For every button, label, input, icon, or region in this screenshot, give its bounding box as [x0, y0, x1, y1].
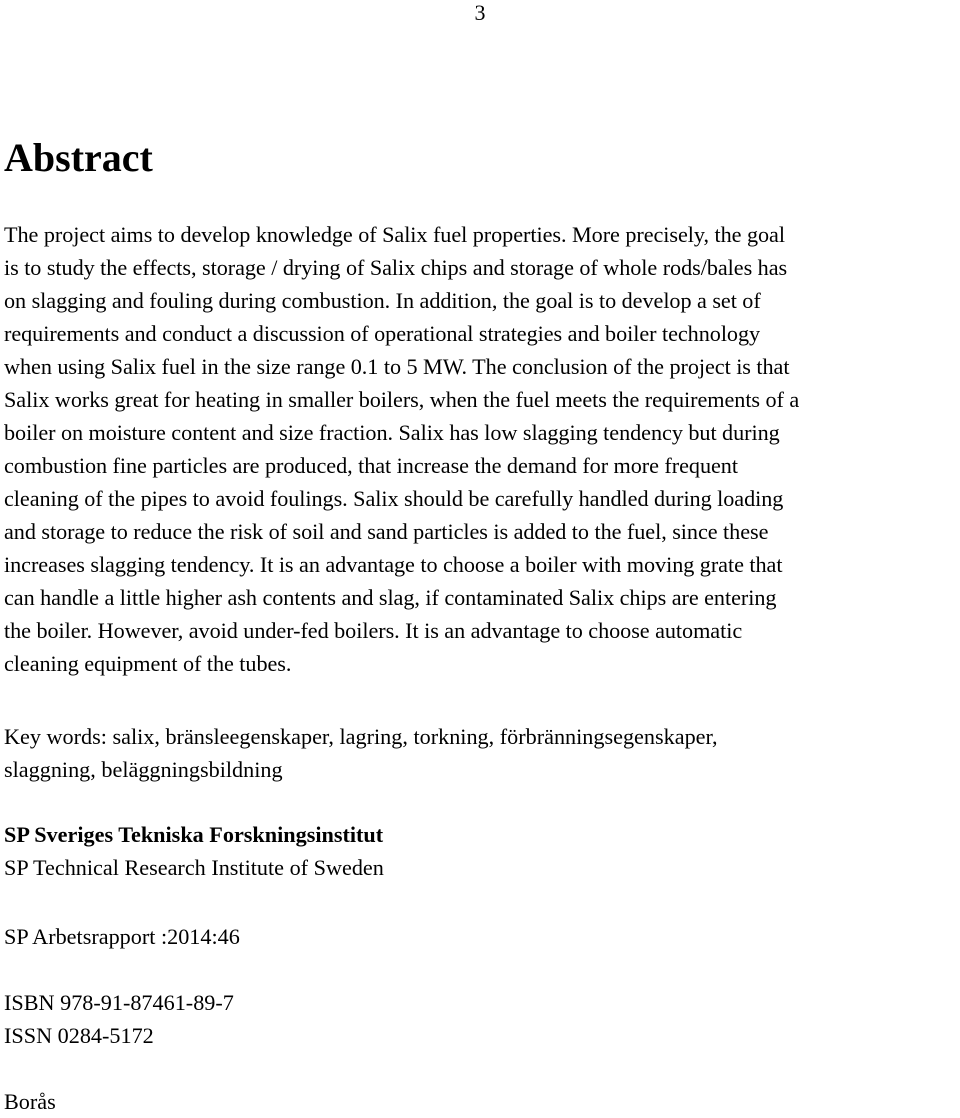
abstract-line: boiler on moisture content and size fraction. Salix has low slagging tendency but during	[4, 420, 780, 445]
abstract-line: can handle a little higher ash contents and slag, if contaminated Salix chips are entering	[4, 585, 777, 610]
abstract-paragraph	[4, 218, 960, 680]
keywords-line: Key words: salix, bränsleegenskaper, lagring, torkning, förbränningsegenskaper,	[4, 724, 718, 749]
abstract-line: requirements and conduct a discussion of operational strategies and boiler technology	[4, 321, 761, 346]
institute-name-swedish: SP Sveriges Tekniska Forskningsinstitut	[4, 822, 384, 847]
abstract-line: The project aims to develop knowledge of Salix fuel properties. More precisely, the goal	[4, 222, 785, 247]
abstract-line: combustion fine particles are produced, that increase the demand for more frequent	[4, 453, 738, 478]
abstract-line: when using Salix fuel in the size range 0.1 to 5 MW. The conclusion of the project is that	[4, 354, 790, 379]
abstract-line: cleaning of the pipes to avoid foulings. Salix should be carefully handled during loading	[4, 486, 784, 511]
institute-block	[4, 818, 384, 884]
place: Borås	[4, 1089, 56, 1114]
isbn: ISBN 978-91-87461-89-7	[4, 990, 234, 1015]
report-number: SP Arbetsrapport :2014:46	[4, 924, 240, 949]
keywords-line: slaggning, beläggningsbildning	[4, 757, 283, 782]
abstract-line: increases slagging tendency. It is an advantage to choose a boiler with moving grate that	[4, 552, 783, 577]
abstract-line: is to study the effects, storage / drying of Salix chips and storage of whole rods/bales has	[4, 255, 788, 280]
page-number: 3	[474, 0, 486, 25]
institute-name-english: SP Technical Research Institute of Sweden	[4, 855, 384, 880]
abstract-line: and storage to reduce the risk of soil and sand particles is added to the fuel, since these	[4, 519, 769, 544]
issn: ISSN 0284-5172	[4, 1023, 154, 1048]
abstract-line: on slagging and fouling during combustion. In addition, the goal is to develop a set of	[4, 288, 761, 313]
abstract-line: Salix works great for heating in smaller boilers, when the fuel meets the requirements of a	[4, 387, 800, 412]
abstract-line: the boiler. However, avoid under-fed boilers. It is an advantage to choose automatic	[4, 618, 743, 643]
keywords	[4, 720, 718, 786]
abstract-line: cleaning equipment of the tubes.	[4, 651, 292, 676]
page-title: Abstract	[4, 135, 153, 180]
